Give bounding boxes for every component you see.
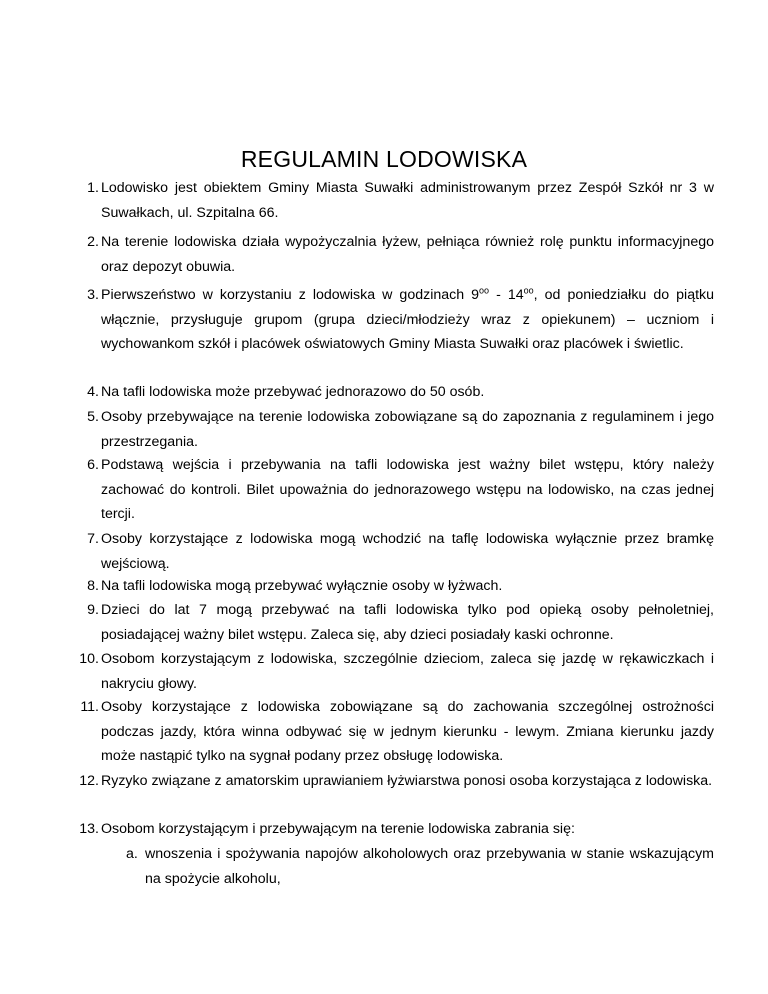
rule-item: [68, 695, 714, 769]
sub-item-text: wnoszenia i spożywania napojów alkoholowych oraz przebywania w stanie wskazującym na spożycie alkoholu,: [145, 846, 714, 887]
rule-text: Osoby przebywające na terenie lodowiska zobowiązane są do zapoznania z regulaminem i jego przestrzegania.: [101, 409, 714, 450]
rule-item: [68, 817, 714, 842]
rule-number: 7.: [87, 531, 99, 547]
rule-item: [68, 380, 714, 405]
rule-number: 10.: [79, 651, 99, 667]
rule-text: Na tafli lodowiska mogą przebywać wyłącznie osoby w łyżwach.: [101, 578, 503, 594]
rule-item: [68, 598, 714, 647]
sub-item: [126, 842, 714, 891]
rule-text: Na tafli lodowiska może przebywać jednorazowo do 50 osób.: [101, 384, 485, 400]
rule-item: [68, 453, 714, 527]
rule-number: 13.: [79, 821, 99, 837]
rule-item: [68, 527, 714, 576]
rule-item: [68, 405, 714, 454]
rule-item: [68, 647, 714, 696]
rule-item: [68, 574, 714, 599]
rule-number: 12.: [79, 773, 99, 789]
rule-number: 3.: [87, 287, 99, 303]
rule-number: 4.: [87, 384, 99, 400]
rule-text-part: - 14: [489, 287, 524, 303]
rule-number: 9.: [87, 602, 99, 618]
rule-text-part: , od poniedziałku do piątku włącznie, przysługuje grupom (grupa dzieci/młodzieży wraz z opiekunem) – uczniom i wychowankom szkół i placówek oświatowych Gminy Miasta Suwałki oraz placówek i świetlic.: [101, 287, 715, 352]
rule-text: Dzieci do lat 7 mogą przebywać na tafli lodowiska tylko pod opieką osoby pełnoletniej, posiadającej ważny bilet wstępu. Zaleca się, aby dzieci posiadały kaski ochronne.: [101, 602, 714, 643]
rule-text: [101, 283, 714, 357]
rule-item: [68, 769, 714, 794]
rule-number: 6.: [87, 457, 99, 473]
rule-item: [68, 283, 714, 357]
superscript-hours: oo: [523, 285, 534, 296]
rule-number: 8.: [87, 578, 99, 594]
sub-item-letter: a.: [126, 846, 138, 862]
superscript-hours: oo: [479, 285, 490, 296]
rule-text: Na terenie lodowiska działa wypożyczalnia łyżew, pełniąca również rolę punktu informacyjnego oraz depozyt obuwia.: [101, 234, 714, 275]
rule-number: 1.: [87, 180, 99, 196]
rule-text: Lodowisko jest obiektem Gminy Miasta Suwałki administrowanym przez Zespół Szkół nr 3 w Suwałkach, ul. Szpitalna 66.: [101, 180, 714, 221]
rule-number: 11.: [80, 699, 99, 715]
rule-number: 5.: [87, 409, 99, 425]
rule-text-part: Pierwszeństwo w korzystaniu z lodowiska w godzinach 9: [101, 287, 480, 303]
rule-item: [68, 176, 714, 225]
rule-text: Osoby korzystające z lodowiska mogą wchodzić na taflę lodowiska wyłącznie przez bramkę wejściową.: [101, 531, 714, 572]
page-title: REGULAMIN LODOWISKA: [240, 146, 528, 172]
rule-text: Osobom korzystającym i przebywającym na terenie lodowiska zabrania się:: [101, 821, 575, 837]
rule-text: Osoby korzystające z lodowiska zobowiązane są do zachowania szczególnej ostrożności podczas jazdy, która winna odbywać się w jednym kierunku - lewym. Zmiana kierunku jazdy może nastąpić tylko na sygnał podany przez obsługę lodowiska.: [101, 699, 714, 764]
rule-text: Osobom korzystającym z lodowiska, szczególnie dzieciom, zaleca się jazdę w rękawiczkach i nakryciu głowy.: [101, 651, 714, 692]
rule-text: Podstawą wejścia i przebywania na tafli lodowiska jest ważny bilet wstępu, który należy zachować do kontroli. Bilet upoważnia do jednorazowego wstępu na lodowisko, na czas jednej tercji.: [101, 457, 714, 522]
rule-item: [68, 230, 714, 279]
rule-number: 2.: [87, 234, 99, 250]
rule-text: Ryzyko związane z amatorskim uprawianiem łyżwiarstwa ponosi osoba korzystająca z lodowiska.: [101, 773, 713, 789]
